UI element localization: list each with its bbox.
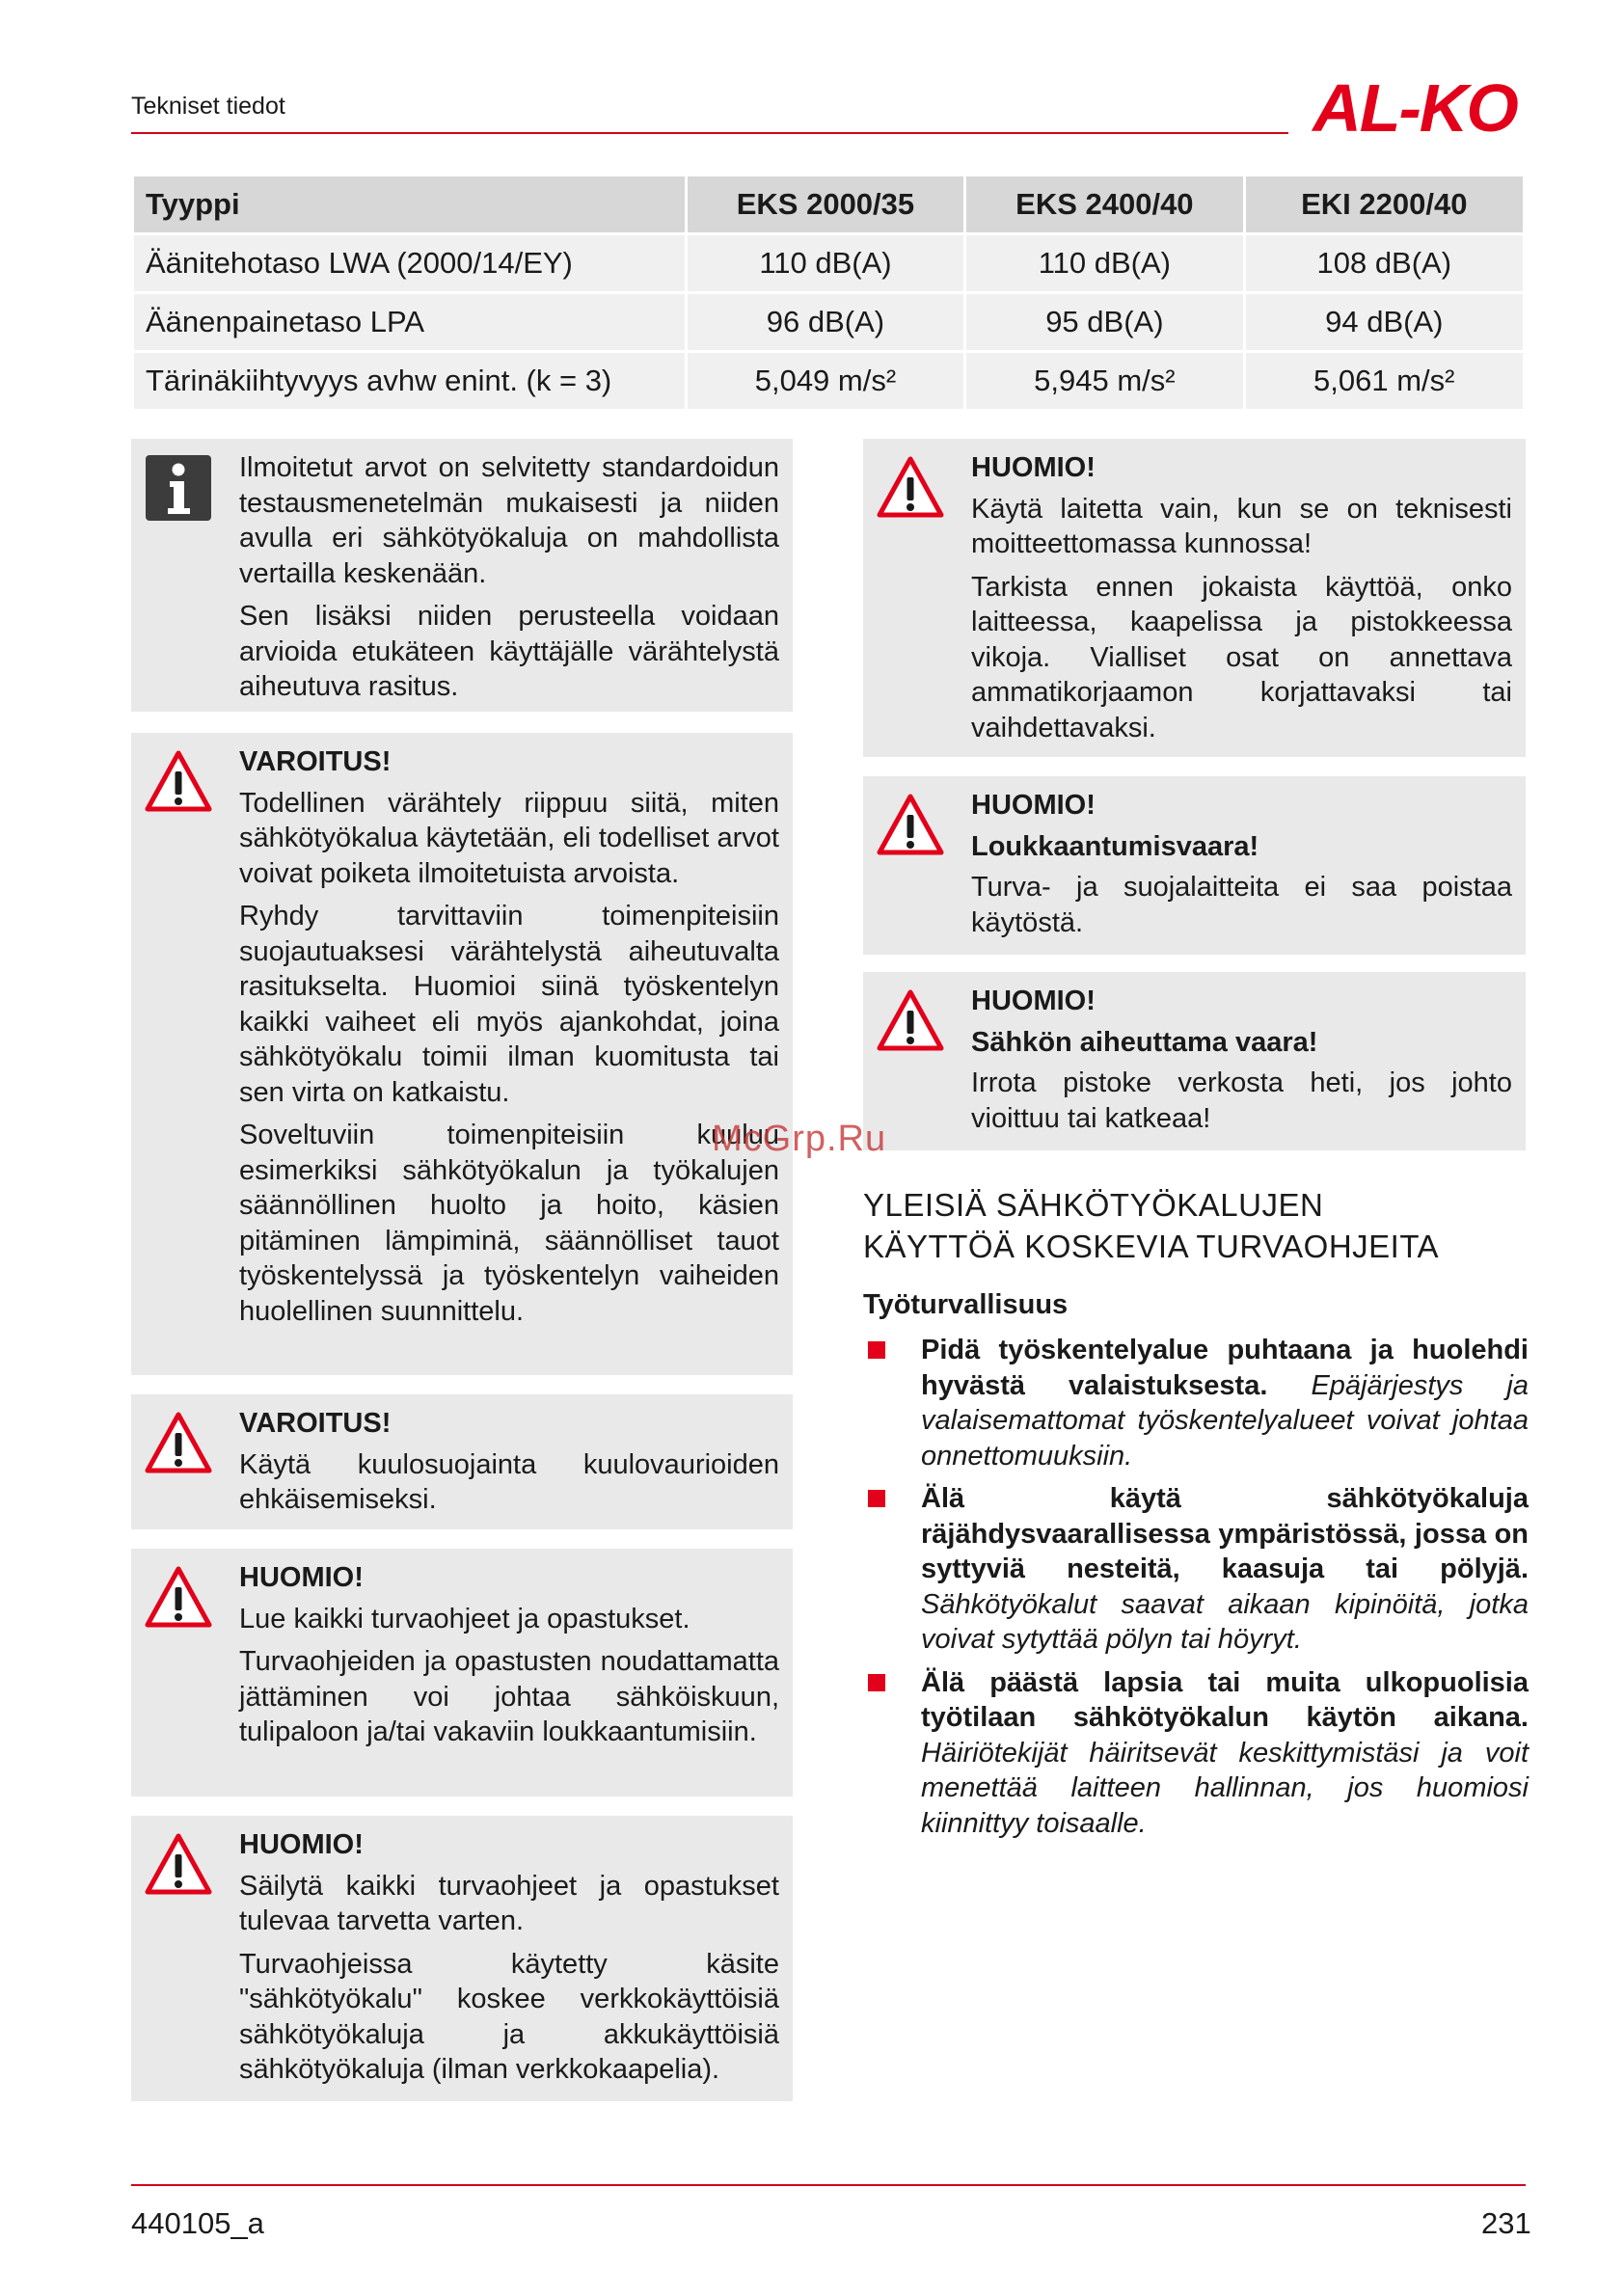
note-paragraph: Säilytä kaikki turvaohjeet ja opastukset tulevaa tarvetta varten. (239, 1870, 779, 1936)
table-header-cell: Tyyppi (133, 176, 687, 234)
list-item (863, 1665, 1529, 1842)
bullet-italic-text: Epäjärjestys ja valaisemattomat työskentelyalueet voivat johtaa onnettomuuksiin. (921, 1369, 1529, 1472)
bullet-italic-text: Sähkötyökalut saavat aikaan kipinöitä, jotka voivat sytyttää pölyn tai höyryt. (921, 1588, 1529, 1655)
warning-icon (145, 748, 212, 816)
note-paragraph: Ryhdy tarvittaviin toimenpiteisiin suojautuaksesi värähtelystä aiheutuvalta rasitukselta. Huomioi siinä työskentelyn kaikki vaiheet eli myös ajankohdat, joina sähkötyökalu toimii ilman kuomitusta tai sen virta on katkaistu. (239, 901, 779, 1108)
list-item (863, 1333, 1529, 1473)
table-cell: Äänitehotaso LWA (2000/14/EY) (133, 234, 687, 293)
note-subtitle: Sähkön aiheuttama vaara! (971, 1026, 1318, 1058)
caution-note-box (863, 776, 1526, 955)
warning-icon (145, 1564, 212, 1632)
warning-note-box (131, 1394, 793, 1529)
table-row (133, 293, 1525, 352)
page-number: 231 (1481, 2206, 1531, 2240)
section-subheading: Työturvallisuus (863, 1289, 1069, 1320)
note-paragraph: Käytä kuulosuojainta kuulovaurioiden ehkäisemiseksi. (239, 1448, 779, 1515)
note-paragraph: Turva- ja suojalaitteita ei saa poistaa käytöstä. (971, 872, 1512, 938)
table-cell: 5,049 m/s² (686, 352, 964, 411)
watermark: McGrp.Ru (712, 1119, 887, 1159)
note-paragraph: Tarkista ennen jokaista käyttöä, onko laitteessa, kaapelissa ja pistokkeessa vikoja. Vialliset osat on annettava ammatikorjaamon korjattavaksi tai vaihdettavaksi. (971, 571, 1512, 743)
caution-note-box (863, 972, 1526, 1150)
note-paragraph: Ilmoitetut arvot on selvitetty standardoidun testausmenetelmän mukaisesti ja niiden avulla eri sähkötyökaluja on mahdollista vertailla keskenään. (239, 452, 779, 589)
warning-icon (145, 1410, 212, 1477)
caution-note-box (131, 1549, 793, 1796)
note-title: HUOMIO! (971, 986, 1096, 1016)
header-divider (131, 132, 1288, 134)
warning-note-box (131, 733, 793, 1375)
table-cell: 108 dB(A) (1244, 234, 1524, 293)
note-paragraph: Käytä laitetta vain, kun se on teknisesti moitteettomassa kunnossa! (971, 493, 1512, 559)
note-paragraph: Irrota pistoke verkosta heti, jos johto vioittuu tai katkeaa! (971, 1067, 1512, 1134)
bullet-square-icon (868, 1490, 885, 1507)
list-item (863, 1481, 1529, 1658)
note-title: HUOMIO! (971, 452, 1096, 483)
safety-bullet-list (863, 1333, 1529, 1849)
bullet-bold-text: Älä käytä sähkötyökaluja räjähdysvaarallisessa ympäristössä, jossa on syttyviä nesteitä, kaasuja tai pölyjä. (921, 1483, 1529, 1584)
table-cell: 95 dB(A) (965, 293, 1244, 352)
section-heading-line: KÄYTTÖÄ KOSKEVIA TURVAOHJEITA (863, 1229, 1440, 1264)
table-header-cell: EKS 2400/40 (965, 176, 1244, 234)
table-cell: 94 dB(A) (1244, 293, 1524, 352)
technical-data-table (131, 174, 1526, 412)
document-code: 440105_a (131, 2206, 264, 2240)
table-cell: 110 dB(A) (965, 234, 1244, 293)
table-header-row (133, 176, 1525, 234)
note-title: VAROITUS! (239, 746, 392, 777)
footer-divider (131, 2184, 1526, 2186)
table-cell: 5,061 m/s² (1244, 352, 1524, 411)
table-header-cell: EKI 2200/40 (1244, 176, 1524, 234)
table-header-cell: EKS 2000/35 (686, 176, 964, 234)
note-paragraph: Soveltuviin toimenpiteisiin kuuluu esimerkiksi sähkötyökalun ja työkalujen säännöllinen huolto ja hoito, käsien pitäminen lämpiminä, säännölliset tauot työskentelyssä ja työskentelyn vaiheiden huolellinen suunnittelu. (239, 1120, 779, 1327)
bullet-italic-text: Häiriötekijät häiritsevät keskittymistäsi ja voit menettää laitteen hallinnan, jos huomiosi kiinnittyy toisaalle. (921, 1737, 1529, 1839)
note-title: HUOMIO! (239, 1562, 364, 1593)
section-heading (863, 1184, 1529, 1267)
caution-note-box (131, 1816, 793, 2101)
table-row (133, 234, 1525, 293)
section-heading-line: YLEISIÄ SÄHKÖTYÖKALUJEN (863, 1187, 1324, 1223)
table-row (133, 352, 1525, 411)
note-paragraph: Turvaohjeiden ja opastusten noudattamatta jättäminen voi johtaa sähköiskuun, tulipaloon ja/tai vakaviin loukkaantumisiin. (239, 1646, 779, 1747)
bullet-square-icon (868, 1341, 885, 1359)
warning-icon (877, 987, 944, 1055)
note-paragraph: Todellinen värähtely riippuu siitä, miten sähkötyökalua käytetään, eli todelliset arvot voivat poiketa ilmoitetuista arvoista. (239, 787, 779, 889)
bullet-bold-text: Pidä työskentelyalue puhtaana ja huolehdi hyvästä valaistuksesta. (921, 1335, 1529, 1401)
bullet-bold-text: Älä päästä lapsia tai muita ulkopuolisia työtilaan sähkötyökalun käytön aikana. (921, 1666, 1529, 1733)
note-subtitle: Loukkaantumisvaara! (971, 830, 1259, 862)
table-cell: Tärinäkiihtyvyys avhw enint. (k = 3) (133, 352, 687, 411)
note-title: HUOMIO! (239, 1829, 364, 1860)
warning-icon (877, 454, 944, 522)
table-cell: 96 dB(A) (686, 293, 964, 352)
logo-text: AL-KO (1313, 70, 1517, 146)
table-cell: Äänenpainetaso LPA (133, 293, 687, 352)
warning-icon (145, 1831, 212, 1899)
caution-note-box (863, 439, 1526, 757)
warning-icon (877, 792, 944, 859)
note-paragraph: Turvaohjeissa käytetty käsite "sähkötyökalu" koskee verkkokäyttöisiä sähkötyökaluja ja akkukäyttöisiä sähkötyökaluja (ilman verkkokaapelia). (239, 1948, 779, 2085)
bullet-square-icon (868, 1674, 885, 1691)
alko-logo (1304, 69, 1526, 147)
table-cell: 110 dB(A) (686, 234, 964, 293)
page-header-title: Tekniset tiedot (131, 93, 285, 120)
note-paragraph: Lue kaikki turvaohjeet ja opastukset. (239, 1603, 690, 1634)
info-note-box (131, 439, 793, 712)
note-title: HUOMIO! (971, 790, 1096, 821)
table-cell: 5,945 m/s² (965, 352, 1244, 411)
note-paragraph: Sen lisäksi niiden perusteella voidaan arvioida etukäteen käyttäjälle värähtelystä aiheutuva rasitus. (239, 601, 779, 702)
info-icon (145, 454, 212, 522)
note-title: VAROITUS! (239, 1408, 392, 1439)
